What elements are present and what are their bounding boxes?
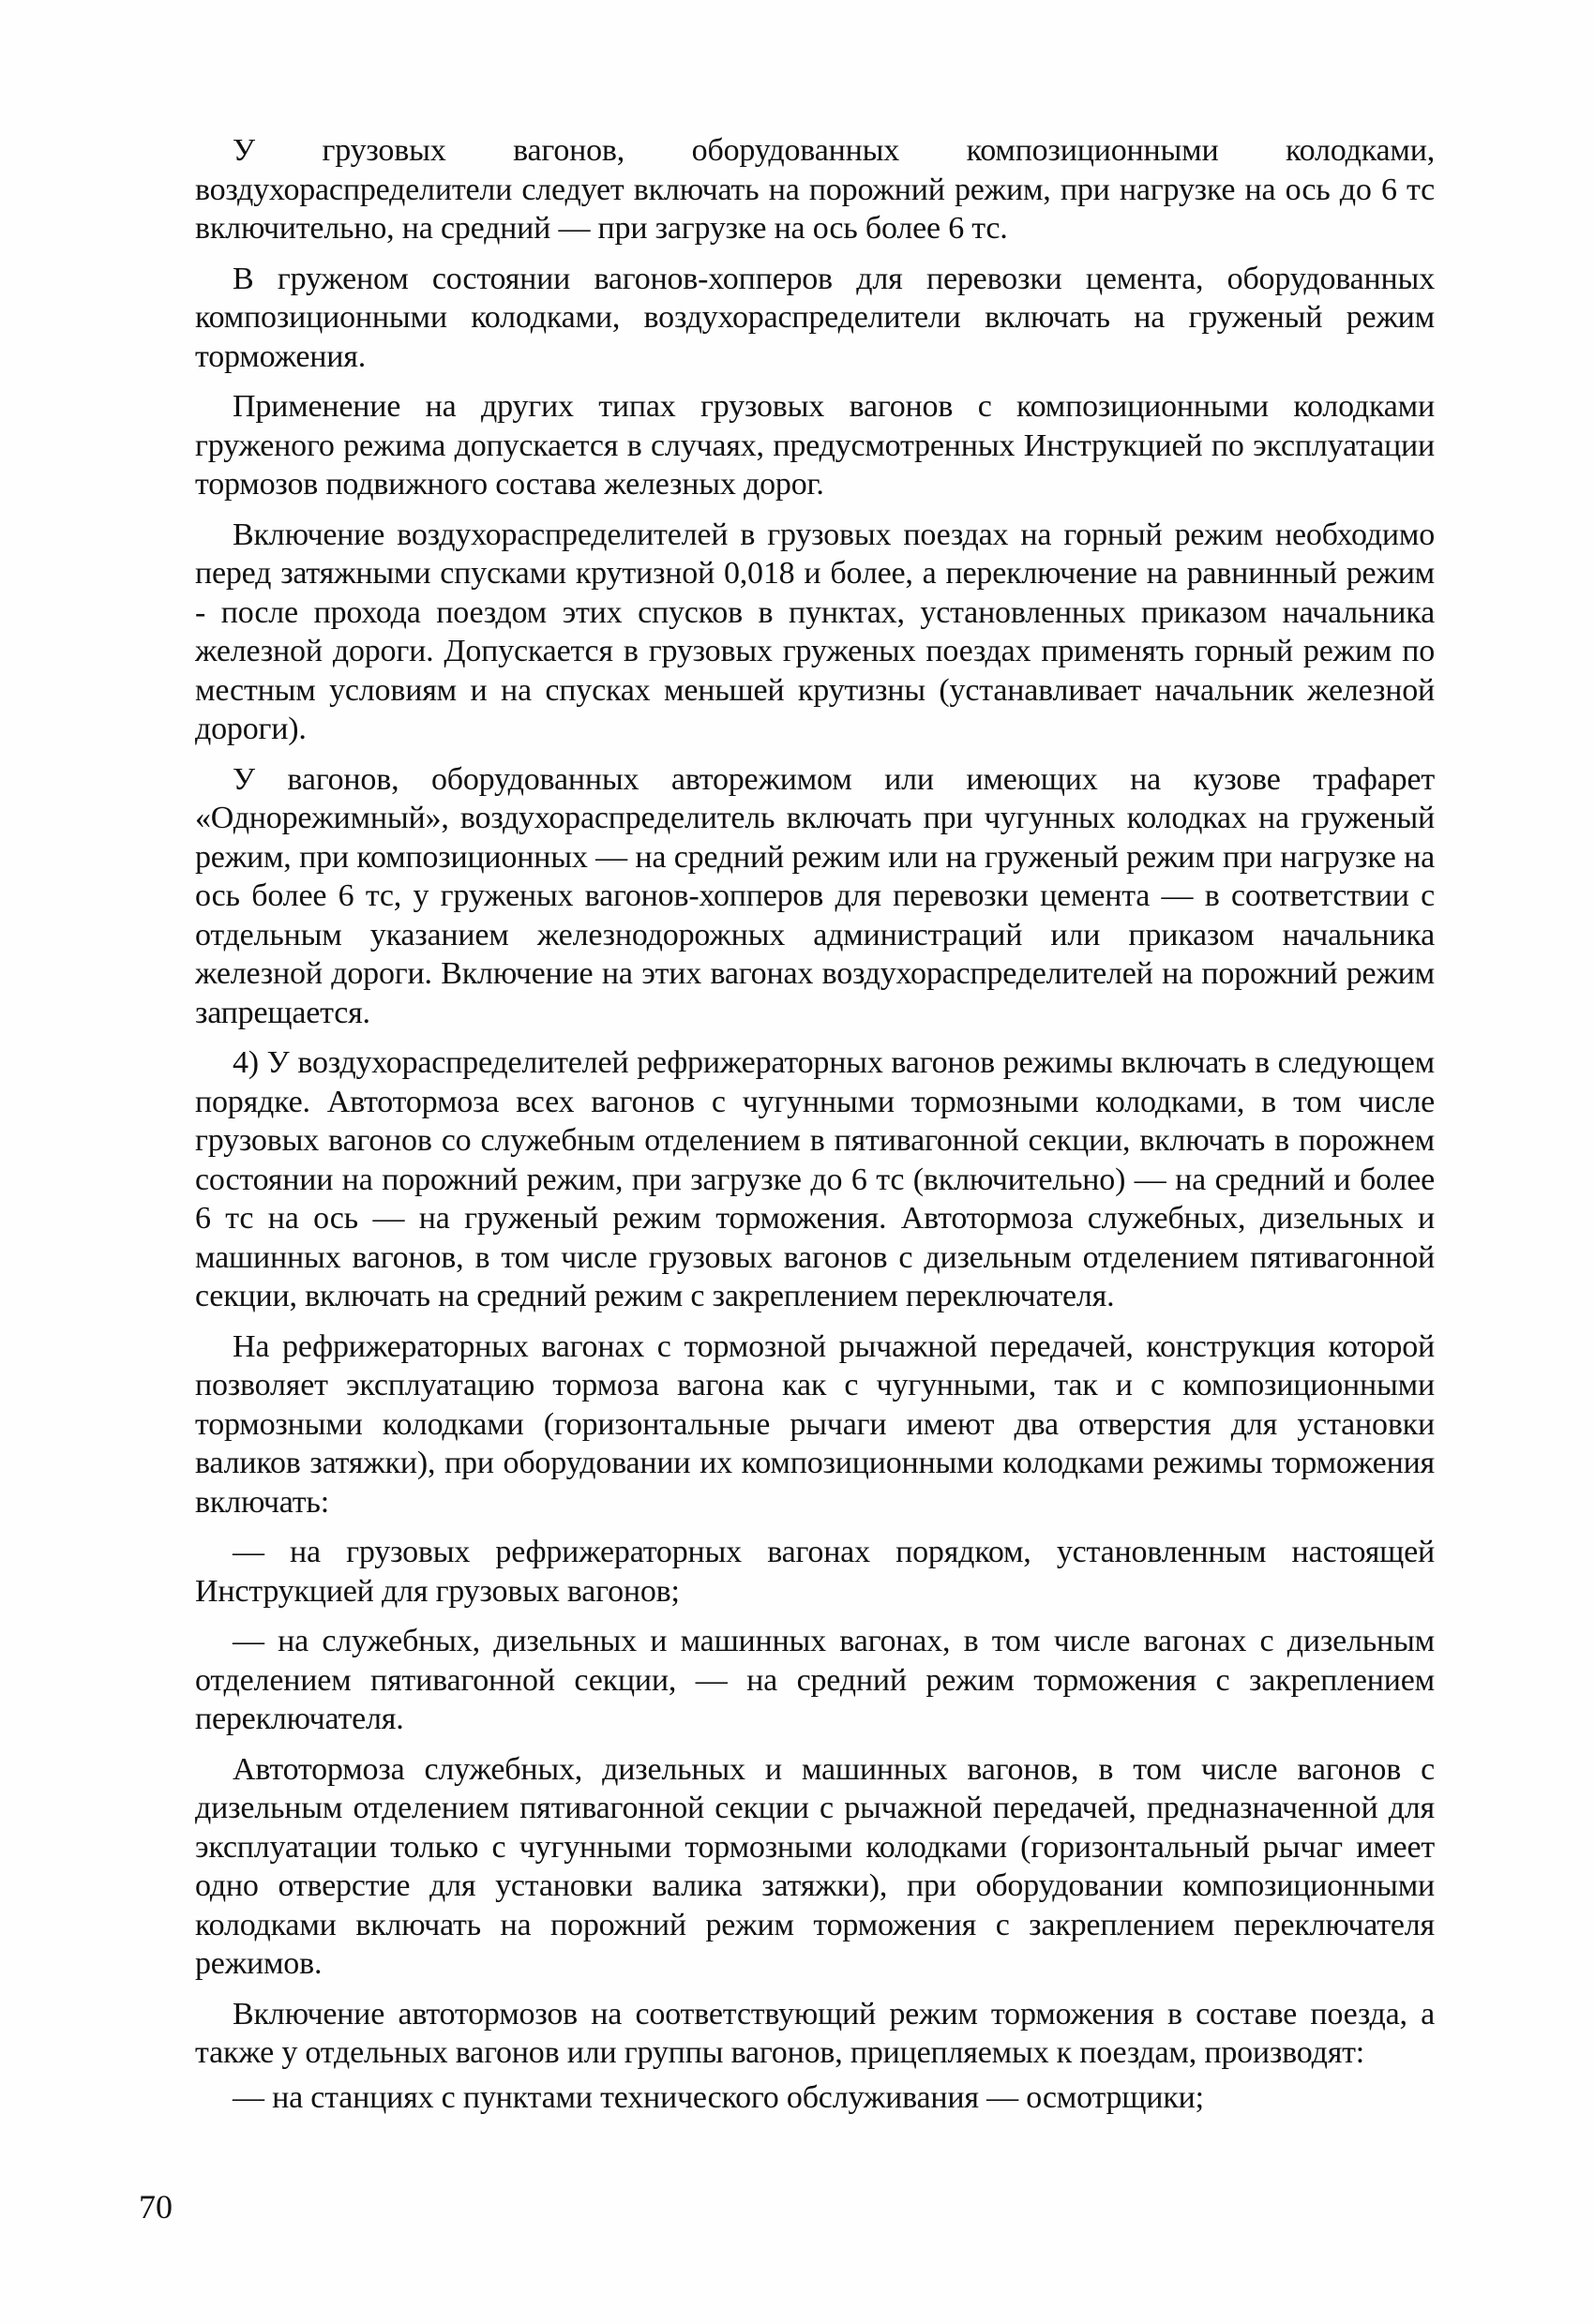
page-number: 70 (139, 2188, 173, 2226)
paragraph-10: Автотормоза служебных, дизельных и машинных вагонов, в том числе вагонов с дизельным отделением пятивагонной секции с рычажной передачей, предназначенной для эксплуатации только с чугунными тормозными колодками (горизонтальный рычаг имеет одно отверстие для установки валика затяжки), при оборудовании композиционными колодками включать на порожний режим торможения с закреплением переключателя режимов. (195, 1751, 1435, 1981)
paragraph-9: — на служебных, дизельных и машинных вагонах, в том числе вагонах с дизельным отделением пятивагонной секции, — на средний режим торможения с закреплением переключателя. (195, 1624, 1435, 1736)
paragraph-4: Включение воздухораспределителей в грузовых поездах на горный режим необходимо перед затяжными спусками крутизной 0,018 и более, а переключение на равнинный режим - после прохода поездом этих спусков в пунктах, установленных приказом начальника железной дороги. Допускается в грузовых груженых поездах применять горный режим по местным условиям и на спусках меньшей крутизны (устанавливает начальник железной дороги). (195, 517, 1435, 746)
paragraph-7: На рефрижераторных вагонах с тормозной рычажной передачей, конструкция которой позволяет эксплуатацию тормоза вагона как с чугунными, так и с композиционными тормозными колодками (горизонтальные рычаги имеют два отверстия для установки валиков затяжки), при оборудовании их композиционными колодками режимы торможения включать: (195, 1328, 1435, 1520)
body-text (195, 131, 1435, 2128)
paragraph-5: У вагонов, оборудованных авторежимом или имеющих на кузове трафарет «Однорежимный», воздухораспределитель включать при чугунных колодках на груженый режим, при композиционных — на средний режим или на груженый режим при нагрузке на ось более 6 тс, у груженых вагонов-хопперов для перевозки цемента — в соответствии с отдельным указанием железнодорожных администраций или приказом начальника железной дороги. Включение на этих вагонах воздухораспределителей на порожний режим запрещается. (195, 761, 1435, 1030)
paragraph-8: — на грузовых рефрижераторных вагонах порядком, установленным настоящей Инструкцией для грузовых вагонов; (195, 1535, 1435, 1609)
paragraph-3: Применение на других типах грузовых вагонов с композиционными колодками груженого режима допускается в случаях, предусмотренных Инструкцией по эксплуатации тормозов подвижного состава железных дорог. (195, 389, 1435, 502)
paragraph-1: У грузовых вагонов, оборудованных композиционными колодками, воздухораспределители следует включать на порожний режим, при нагрузке на ось до 6 тс включительно, на средний — при загрузке на ось более 6 тс. (195, 133, 1435, 246)
paragraph-2: В груженом состоянии вагонов-хопперов для перевозки цемента, оборудованных композиционными колодками, воздухораспределители включать на груженый режим торможения. (195, 261, 1435, 374)
paragraph-6: 4) У воздухораспределителей рефрижераторных вагонов режимы включать в следующем порядке. Автотормоза всех вагонов с чугунными тормозными колодками, в том числе грузовых вагонов со служебным отделением в пятивагонной секции, включать в порожнем состоянии на порожний режим, при загрузке до 6 тс (включительно) — на средний и более 6 тс на ось — на груженый режим торможения. Автотормоза служебных, дизельных и машинных вагонов, в том числе грузовых вагонов с дизельным отделением пятивагонной секции, включать на средний режим с закреплением переключателя. (195, 1045, 1435, 1313)
paragraph-12: — на станциях с пунктами технического обслуживания — осмотрщики; (233, 2079, 1204, 2115)
paragraph-11: Включение автотормозов на соответствующий режим торможения в составе поезда, а также у отдельных вагонов или группы вагонов, прицепляемых к поездам, производят: (195, 1996, 1435, 2070)
